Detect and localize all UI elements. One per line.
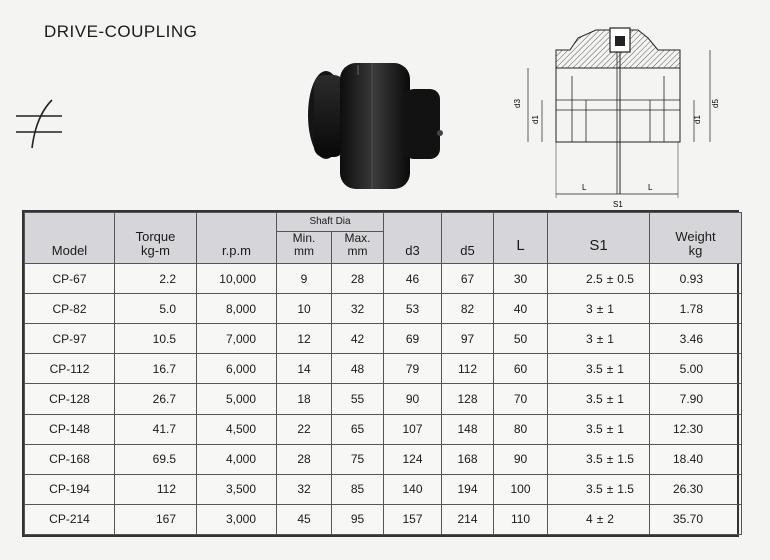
table-row [25, 474, 742, 504]
header-weight-line2: kg [688, 243, 703, 258]
s1-label: S1 [613, 200, 623, 209]
plus-minus-symbol: ± [596, 331, 604, 346]
cell-max: 85 [332, 474, 384, 504]
s1-tolerance: 1 [617, 361, 624, 376]
s1-base: 3.5 [586, 452, 603, 467]
s1-base: 4 [586, 512, 593, 527]
cell-rpm: 4,000 [197, 444, 277, 474]
cell-model: CP-67 [25, 264, 115, 294]
cell-min: 9 [277, 264, 332, 294]
cell-rpm: 5,000 [197, 384, 277, 414]
s1-tolerance: 1 [607, 301, 614, 316]
header-max [332, 232, 384, 264]
cell-torque: 41.7 [115, 414, 197, 444]
cell-rpm: 8,000 [197, 294, 277, 324]
cell-weight: 0.93 [650, 264, 742, 294]
cell-model: CP-128 [25, 384, 115, 414]
cell-d3: 90 [384, 384, 442, 414]
cell-l: 90 [494, 444, 548, 474]
cell-torque: 69.5 [115, 444, 197, 474]
cell-rpm: 7,000 [197, 324, 277, 354]
cell-rpm: 4,500 [197, 414, 277, 444]
header-shaft-dia: Shaft Dia [277, 213, 384, 232]
plus-minus-symbol: ± [596, 512, 604, 527]
cell-rpm: 3,500 [197, 474, 277, 504]
cell-d3: 79 [384, 354, 442, 384]
s1-tolerance: 1 [617, 422, 624, 437]
cell-max: 42 [332, 324, 384, 354]
cell-d5: 97 [442, 324, 494, 354]
cell-l: 110 [494, 504, 548, 534]
cell-d5: 214 [442, 504, 494, 534]
plus-minus-symbol: ± [606, 482, 614, 497]
cell-model: CP-97 [25, 324, 115, 354]
cell-d5: 112 [442, 354, 494, 384]
table-row [25, 384, 742, 414]
cell-max: 55 [332, 384, 384, 414]
cell-rpm: 6,000 [197, 354, 277, 384]
cell-s1 [548, 294, 650, 324]
header-min-line2: mm [294, 244, 314, 258]
header-max-line2: mm [347, 244, 368, 258]
cell-rpm: 10,000 [197, 264, 277, 294]
plus-minus-symbol: ± [606, 422, 614, 437]
table-row [25, 504, 742, 534]
cell-l: 60 [494, 354, 548, 384]
header-rpm: r.p.m [197, 213, 277, 264]
d3-label: d3 [513, 99, 522, 108]
cell-weight: 1.78 [650, 294, 742, 324]
s1-base: 2.5 [586, 271, 603, 286]
s1-base: 3.5 [586, 391, 603, 406]
s1-tolerance: 1 [607, 331, 614, 346]
s1-base: 3 [586, 301, 593, 316]
cell-l: 30 [494, 264, 548, 294]
table-row [25, 444, 742, 474]
not-equal-symbol-icon [12, 96, 68, 157]
header-model: Model [25, 213, 115, 264]
plus-minus-symbol: ± [606, 361, 614, 376]
coupling-photo-icon [300, 55, 450, 200]
cell-max: 32 [332, 294, 384, 324]
header-weight [650, 213, 742, 264]
table-row [25, 324, 742, 354]
table-row [25, 264, 742, 294]
s1-tolerance: 1 [617, 391, 624, 406]
header-torque [115, 213, 197, 264]
s1-base: 3.5 [586, 482, 603, 497]
cell-max: 75 [332, 444, 384, 474]
cell-s1 [548, 264, 650, 294]
cell-weight: 12.30 [650, 414, 742, 444]
cell-torque: 5.0 [115, 294, 197, 324]
s1-tolerance: 0.5 [617, 271, 634, 286]
s1-base: 3 [586, 331, 593, 346]
plus-minus-symbol: ± [596, 301, 604, 316]
cell-rpm: 3,000 [197, 504, 277, 534]
cell-min: 45 [277, 504, 332, 534]
s1-tolerance: 1.5 [617, 482, 634, 497]
cell-s1 [548, 414, 650, 444]
cell-s1 [548, 384, 650, 414]
s1-base: 3.5 [586, 361, 603, 376]
cell-l: 100 [494, 474, 548, 504]
cell-min: 18 [277, 384, 332, 414]
cell-weight: 3.46 [650, 324, 742, 354]
cell-min: 10 [277, 294, 332, 324]
cell-d5: 67 [442, 264, 494, 294]
cell-l: 80 [494, 414, 548, 444]
cell-min: 28 [277, 444, 332, 474]
header-weight-line1: Weight [675, 229, 716, 244]
cell-max: 28 [332, 264, 384, 294]
cell-l: 40 [494, 294, 548, 324]
cell-min: 14 [277, 354, 332, 384]
cell-min: 12 [277, 324, 332, 354]
plus-minus-symbol: ± [606, 271, 614, 286]
cell-weight: 26.30 [650, 474, 742, 504]
s1-tolerance: 2 [607, 512, 614, 527]
cell-torque: 10.5 [115, 324, 197, 354]
header-torque-line2: kg-m [141, 243, 170, 258]
cell-d5: 194 [442, 474, 494, 504]
cell-weight: 7.90 [650, 384, 742, 414]
table-row [25, 294, 742, 324]
cell-d3: 140 [384, 474, 442, 504]
cell-model: CP-194 [25, 474, 115, 504]
header-torque-line1: Torque [135, 229, 176, 244]
cell-torque: 16.7 [115, 354, 197, 384]
cell-d5: 82 [442, 294, 494, 324]
cell-d3: 69 [384, 324, 442, 354]
cell-model: CP-148 [25, 414, 115, 444]
coupling-cross-section-diagram [498, 18, 733, 218]
cell-d3: 124 [384, 444, 442, 474]
header-min [277, 232, 332, 264]
cell-max: 65 [332, 414, 384, 444]
page-title: DRIVE-COUPLING [44, 22, 198, 41]
cell-max: 95 [332, 504, 384, 534]
cell-l: 70 [494, 384, 548, 414]
cell-s1 [548, 354, 650, 384]
cell-weight: 35.70 [650, 504, 742, 534]
plus-minus-symbol: ± [606, 391, 614, 406]
header-max-line1: Max. [344, 231, 371, 245]
plus-minus-symbol: ± [606, 452, 614, 467]
cell-d3: 53 [384, 294, 442, 324]
cell-model: CP-112 [25, 354, 115, 384]
cell-s1 [548, 474, 650, 504]
l-left-label: L [582, 183, 587, 192]
l-right-label: L [648, 183, 653, 192]
cell-torque: 2.2 [115, 264, 197, 294]
cell-min: 22 [277, 414, 332, 444]
cell-d3: 157 [384, 504, 442, 534]
cell-model: CP-214 [25, 504, 115, 534]
cell-torque: 167 [115, 504, 197, 534]
spec-table [22, 210, 739, 537]
cell-d5: 168 [442, 444, 494, 474]
cell-l: 50 [494, 324, 548, 354]
cell-model: CP-168 [25, 444, 115, 474]
s1-base: 3.5 [586, 422, 603, 437]
cell-model: CP-82 [25, 294, 115, 324]
cell-d5: 148 [442, 414, 494, 444]
cell-s1 [548, 444, 650, 474]
d1-right-label: d1 [693, 115, 702, 124]
header-d3: d3 [384, 213, 442, 264]
header-l: L [494, 213, 548, 264]
cell-torque: 112 [115, 474, 197, 504]
cell-torque: 26.7 [115, 384, 197, 414]
cell-max: 48 [332, 354, 384, 384]
cell-s1 [548, 324, 650, 354]
cell-d3: 46 [384, 264, 442, 294]
header-s1: S1 [548, 213, 650, 264]
table-row [25, 354, 742, 384]
cell-weight: 18.40 [650, 444, 742, 474]
d1-left-label: d1 [531, 115, 540, 124]
cell-weight: 5.00 [650, 354, 742, 384]
cell-min: 32 [277, 474, 332, 504]
s1-tolerance: 1.5 [617, 452, 634, 467]
cell-d5: 128 [442, 384, 494, 414]
cell-d3: 107 [384, 414, 442, 444]
d5-label: d5 [711, 99, 720, 108]
table-row [25, 414, 742, 444]
header-min-line1: Min. [292, 231, 316, 245]
cell-s1 [548, 504, 650, 534]
header-d5: d5 [442, 213, 494, 264]
